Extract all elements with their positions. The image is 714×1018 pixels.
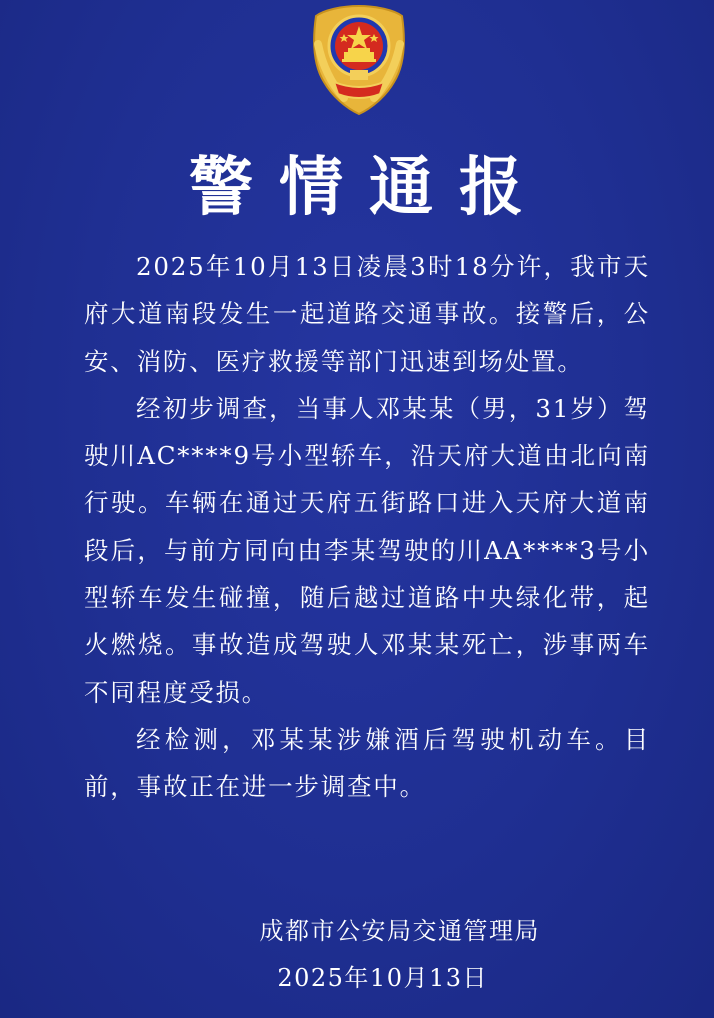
notice-paragraph: 经检测，邓某某涉嫌酒后驾驶机动车。目前，事故正在进一步调查中。: [84, 724, 650, 802]
notice-title: 警情通报: [189, 150, 549, 225]
notice-paragraph: 2025年10月13日凌晨3时18分许，我市天府大道南段发生一起道路交通事故。接警后，公安、消防、医疗救援等部门迅速到场处置。: [84, 252, 650, 376]
notice-body: [84, 243, 650, 811]
notice-paragraph: 经初步调查，当事人邓某某（男，31岁）驾驶川AC****9号小型轿车，沿天府大道由北向南行驶。车辆在通过天府五街路口进入天府大道南段后，与前方同向由李某驾驶的川AA****3号小型轿车发生碰撞，随后越过道路中央绿化带，起火燃烧。事故造成驾驶人邓某某死亡，涉事两车不同程度受损。: [84, 393, 650, 707]
police-emblem-icon: [304, 4, 414, 116]
issue-date: 2025年10月13日: [277, 964, 488, 992]
issuer-name: 成都市公安局交通管理局: [259, 917, 540, 945]
